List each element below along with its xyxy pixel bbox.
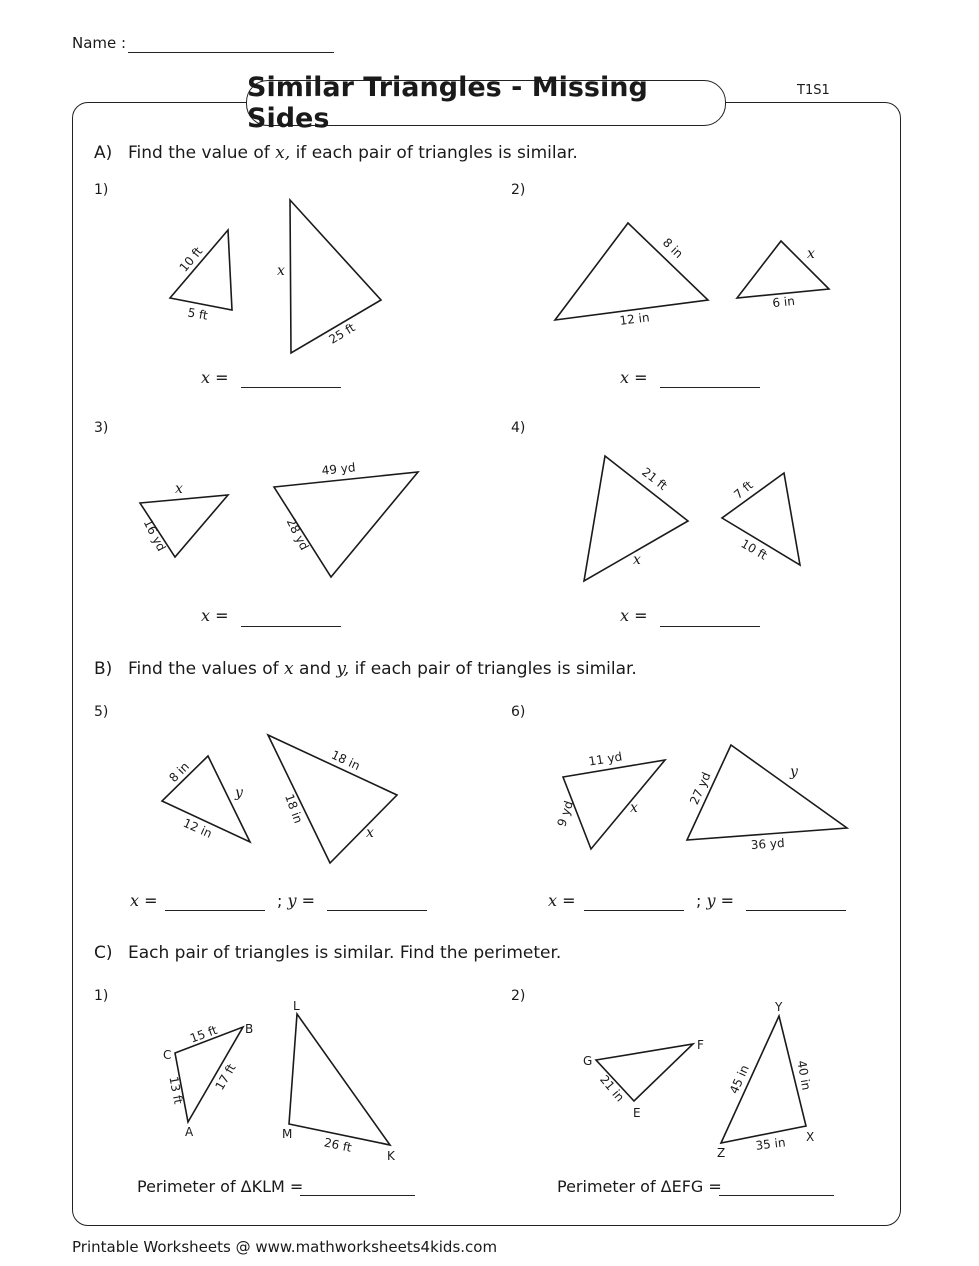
label-2-6in: 6 in — [771, 293, 796, 311]
label-3-49yd: 49 yd — [321, 460, 357, 478]
label-c1-15ft: 15 ft — [188, 1022, 220, 1046]
section-a-text-before: Find the value of — [128, 143, 270, 163]
answer-6-separator: ; — [696, 891, 702, 910]
label-5-y: y — [235, 785, 243, 801]
vertex-c1-M: M — [282, 1127, 293, 1141]
vertex-c2-Y: Y — [775, 1000, 783, 1014]
label-c2-45in: 45 in — [726, 1062, 752, 1096]
label-2-8in: 8 in — [659, 235, 686, 261]
answer-5-separator: ; — [277, 891, 283, 910]
section-a-var: x, — [275, 143, 291, 163]
label-c1-26ft: 26 ft — [322, 1135, 353, 1155]
worksheet-title: Similar Triangles - Missing Sides — [246, 80, 726, 126]
label-3-28yd: 28 yd — [283, 515, 312, 553]
label-1-25ft: 25 ft — [326, 320, 358, 347]
label-c2-21in: 21 in — [597, 1072, 628, 1105]
label-2-12in: 12 in — [618, 310, 651, 328]
vertex-c1-K: K — [387, 1149, 395, 1163]
problem-2-number: 2) — [511, 182, 526, 198]
label-1-10ft: 10 ft — [176, 244, 206, 275]
problem-4-number: 4) — [511, 420, 526, 436]
section-b-var-x: x — [284, 659, 294, 679]
section-c-text: Each pair of triangles is similar. Find the perimeter. — [128, 943, 562, 963]
vertex-c1-C: C — [163, 1048, 172, 1062]
answer-2-equals: = — [634, 368, 648, 387]
answer-6y-equals: = — [720, 891, 735, 910]
footer-credit: Printable Worksheets @ www.mathworksheets4kids.com — [72, 1238, 498, 1256]
problem-c1-number: 1) — [94, 988, 109, 1004]
label-5-18in-left: 18 in — [282, 792, 306, 826]
problem-5-number: 5) — [94, 704, 109, 720]
perimeter-c1-label: Perimeter of ΔKLM = — [137, 1177, 304, 1196]
triangle-2a — [555, 223, 708, 320]
triangle-c1b — [289, 1014, 390, 1145]
triangle-6b — [687, 745, 847, 840]
answer-3-equals: = — [215, 606, 229, 625]
vertex-c2-F: F — [697, 1038, 704, 1052]
answer-2-var: x — [620, 368, 630, 387]
answer-4-var: x — [620, 606, 630, 625]
label-6-36yd: 36 yd — [750, 835, 786, 853]
vertex-c2-G: G — [583, 1054, 593, 1068]
answer-3-var: x — [201, 606, 211, 625]
label-5-8in: 8 in — [166, 759, 193, 786]
answer-5x-equals: = — [144, 891, 158, 910]
label-4-21ft: 21 ft — [639, 464, 670, 493]
perimeter-c2-label: Perimeter of ΔEFG = — [557, 1177, 722, 1196]
label-6-x: x — [630, 800, 638, 816]
name-label: Name : — [72, 34, 127, 52]
section-a-text-after: if each pair of triangles is similar. — [295, 143, 578, 163]
answer-1-var: x — [201, 368, 211, 387]
triangle-6a — [563, 760, 665, 849]
section-b-letter: B) — [94, 659, 113, 679]
answer-6x-equals: = — [562, 891, 576, 910]
section-a-letter: A) — [94, 143, 113, 163]
label-6-27yd: 27 yd — [687, 770, 714, 807]
label-4-10ft: 10 ft — [738, 536, 770, 563]
vertex-c1-L: L — [293, 999, 300, 1013]
answer-5y-equals: = — [301, 891, 316, 910]
answer-1-equals: = — [215, 368, 229, 387]
label-6-11yd: 11 yd — [587, 749, 624, 769]
label-3-x: x — [175, 481, 183, 497]
label-5-18in-top: 18 in — [329, 747, 363, 774]
label-4-7ft: 7 ft — [731, 478, 756, 502]
label-6-9yd: 9 yd — [554, 799, 576, 829]
answer-5x-var: x — [130, 891, 140, 910]
triangle-1a — [170, 230, 232, 310]
label-4-x: x — [633, 552, 641, 568]
section-b-text-before: Find the values of — [128, 659, 279, 679]
problem-6-number: 6) — [511, 704, 526, 720]
problem-c2-number: 2) — [511, 988, 526, 1004]
label-6-y: y — [790, 764, 798, 780]
vertex-c2-X: X — [806, 1130, 815, 1144]
triangle-2b — [737, 241, 829, 298]
label-1-x: x — [277, 263, 285, 279]
vertex-c1-B: B — [245, 1022, 254, 1036]
label-5-x: x — [366, 825, 374, 841]
section-b-text-after: if each pair of triangles is similar. — [354, 659, 637, 679]
vertex-c2-Z: Z — [717, 1146, 726, 1160]
label-2-x: x — [807, 246, 815, 262]
label-c2-40in: 40 in — [794, 1059, 814, 1092]
label-5-12in: 12 in — [181, 815, 215, 841]
problem-1-number: 1) — [94, 182, 109, 198]
label-c2-35in: 35 in — [754, 1135, 787, 1153]
vertex-c1-A: A — [185, 1125, 194, 1139]
label-c1-13ft: 13 ft — [166, 1075, 186, 1106]
section-b-var-y: y, — [336, 659, 350, 679]
answer-6x-var: x — [548, 891, 558, 910]
problem-3-number: 3) — [94, 420, 109, 436]
vertex-c2-E: E — [633, 1106, 641, 1120]
section-b-and: and — [299, 659, 332, 679]
worksheet-code: T1S1 — [797, 83, 830, 98]
answer-6y-var: y — [706, 891, 716, 910]
label-3-16yd: 16 yd — [140, 516, 169, 554]
answer-5y-var: y — [287, 891, 297, 910]
label-c1-17ft: 17 ft — [212, 1061, 239, 1093]
label-1-5ft: 5 ft — [186, 305, 209, 323]
answer-4-equals: = — [634, 606, 648, 625]
section-c-letter: C) — [94, 943, 113, 963]
